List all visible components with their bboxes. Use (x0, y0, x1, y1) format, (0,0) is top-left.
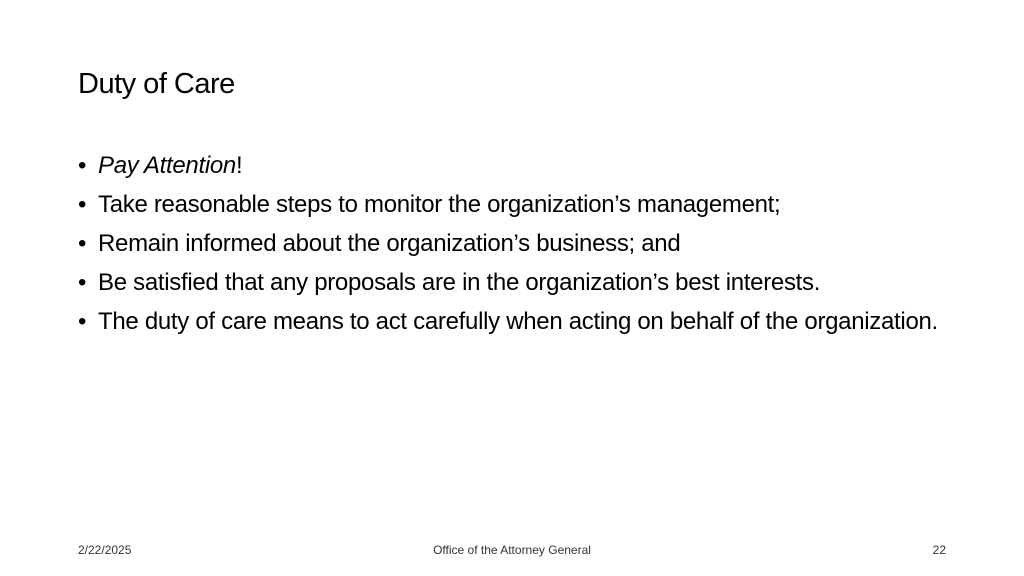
bullet-item (78, 191, 958, 219)
bullet-icon: • (78, 269, 87, 296)
bullet-item (78, 269, 958, 297)
bullet-item (78, 230, 958, 258)
footer-date: 2/22/2025 (78, 543, 132, 557)
bullet-list (78, 152, 958, 347)
bullet-item (78, 308, 958, 336)
bullet-text: Remain informed about the organization’s business; and (98, 230, 681, 257)
bullet-item (78, 152, 958, 180)
bullet-text: Be satisfied that any proposals are in the organization’s best interests. (98, 269, 821, 296)
bullet-icon: • (78, 308, 87, 335)
slide-title: Duty of Care (78, 68, 235, 100)
bullet-icon: • (78, 230, 87, 257)
bullet-text: The duty of care means to act carefully when acting on behalf of the organization. (98, 308, 938, 335)
slide-number: 22 (932, 543, 946, 557)
bullet-emphasis: Pay Attention (98, 152, 236, 179)
footer-organization: Office of the Attorney General (433, 543, 591, 557)
bullet-icon: • (78, 152, 87, 179)
bullet-icon: • (78, 191, 87, 218)
bullet-text: Take reasonable steps to monitor the organization’s management; (98, 191, 781, 218)
bullet-text: ! (235, 152, 243, 179)
